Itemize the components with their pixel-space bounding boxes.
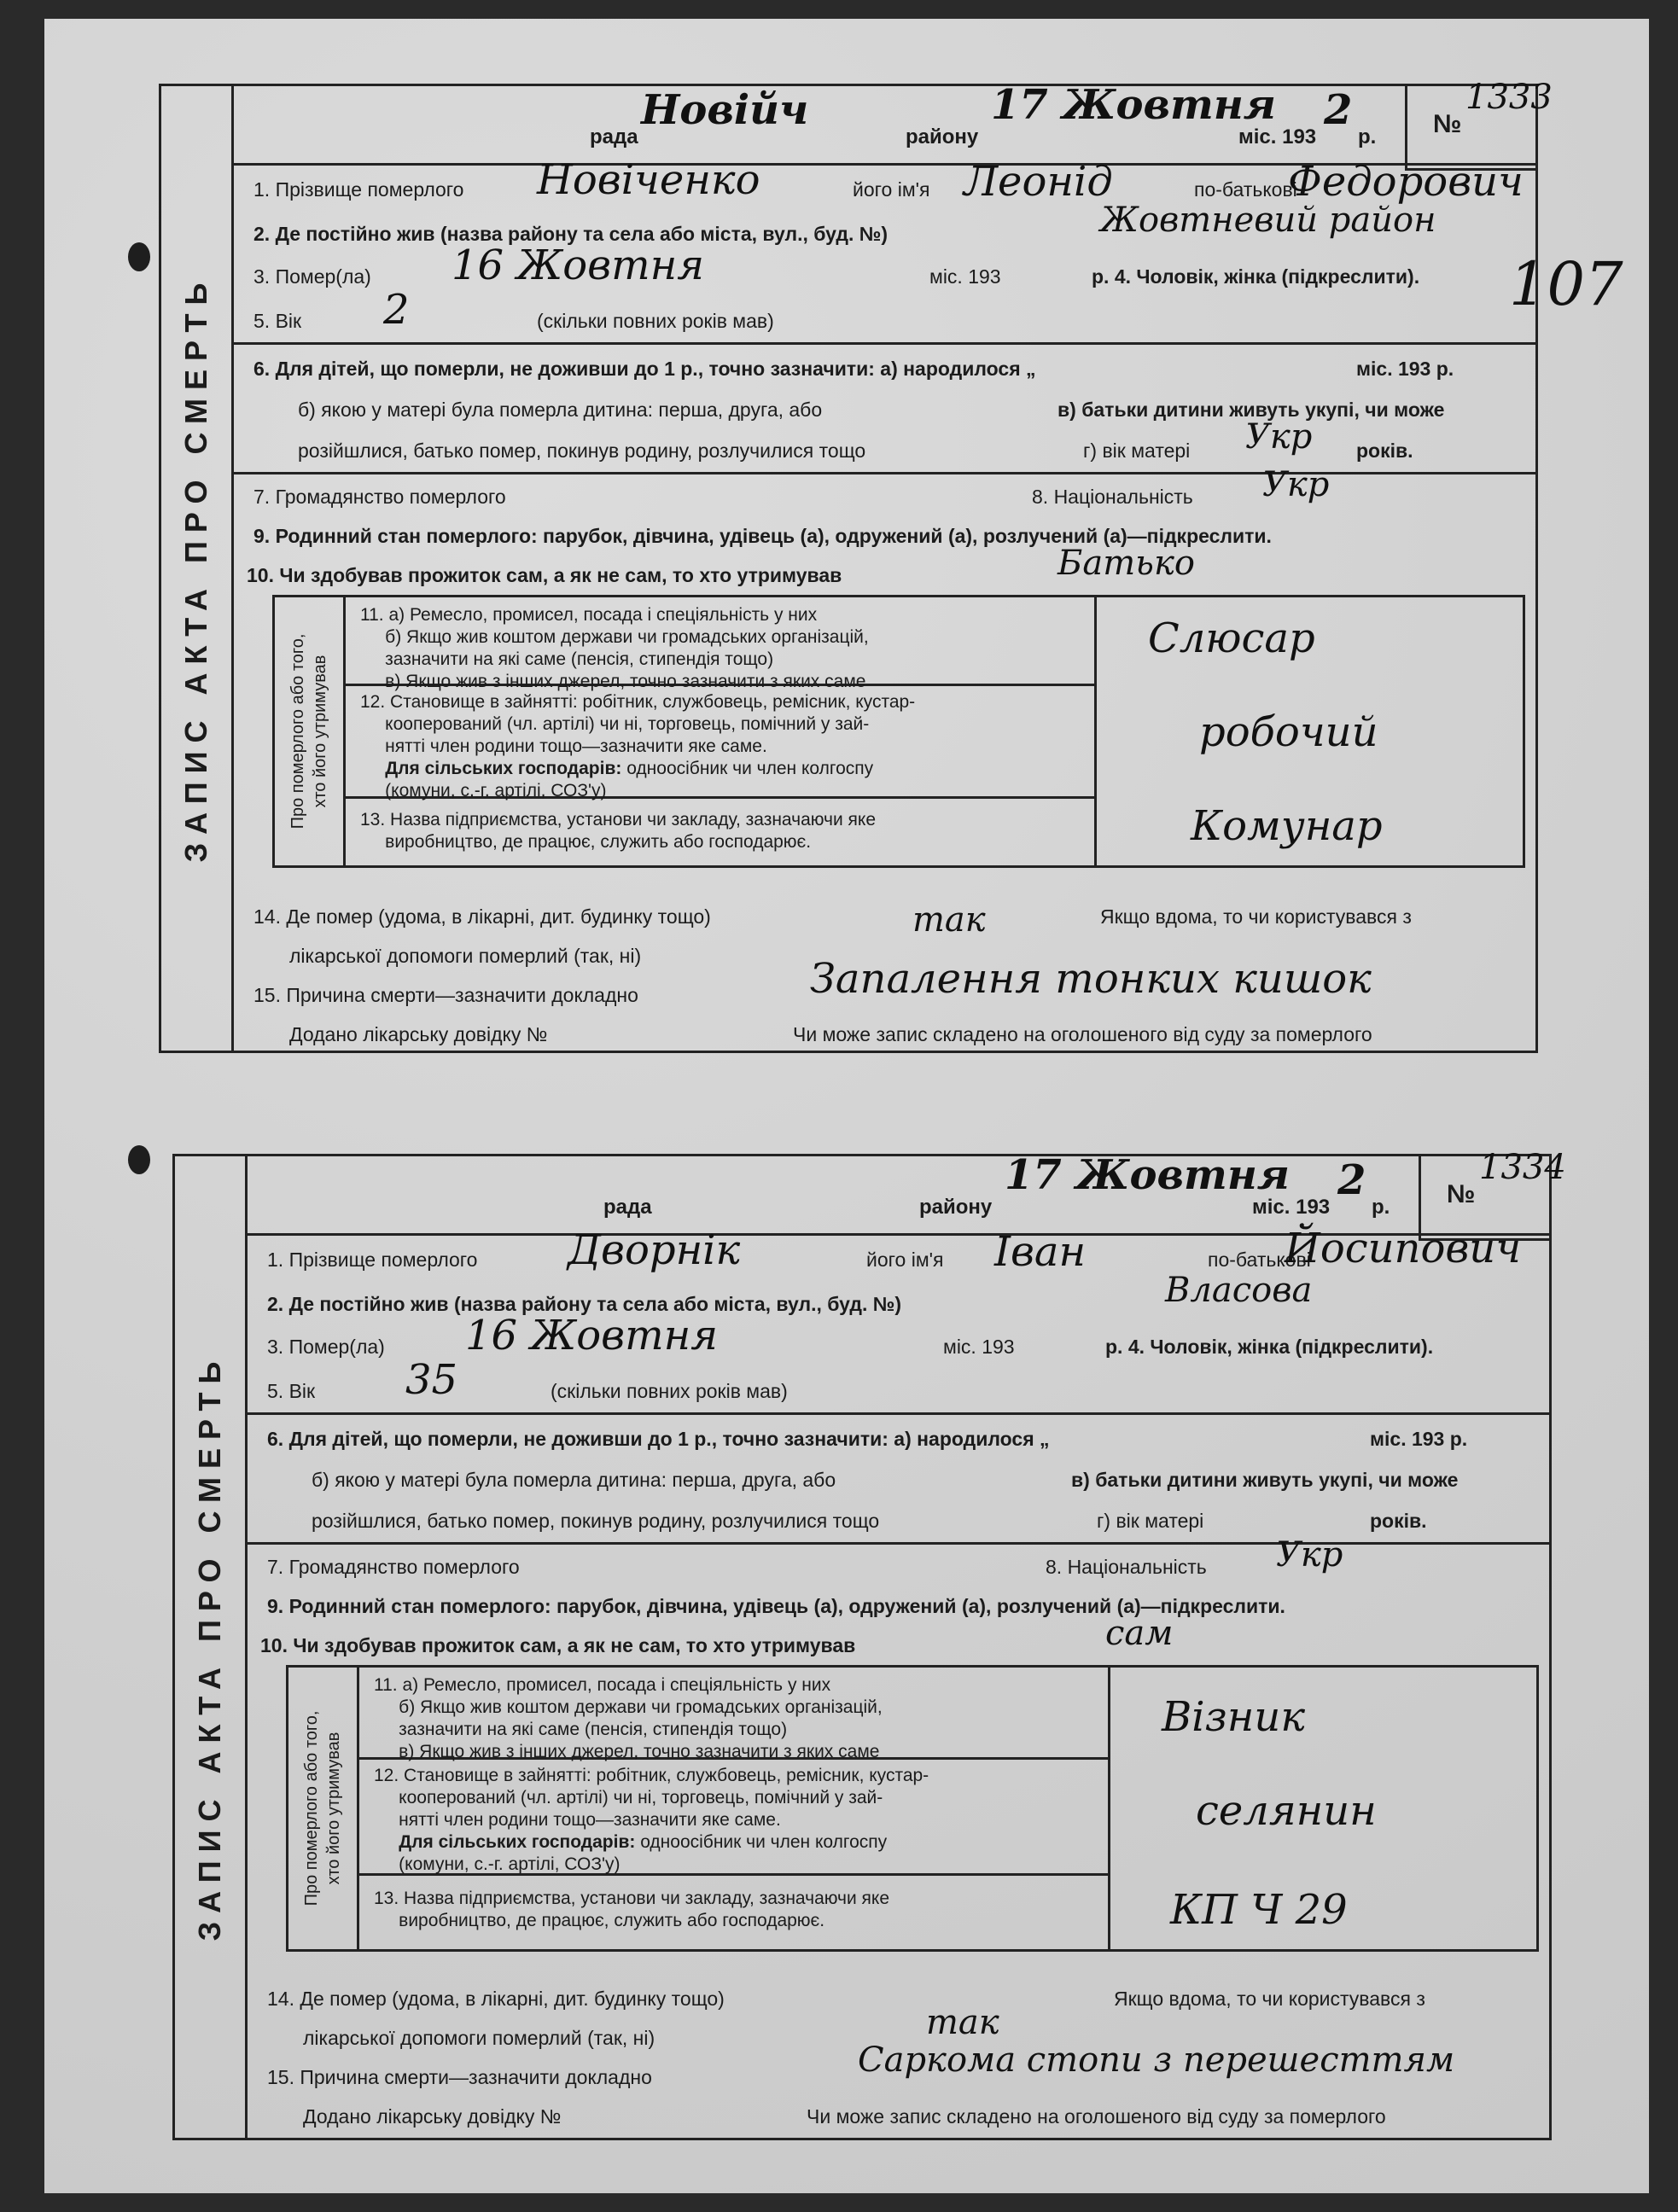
hw-supporter: Батько <box>1057 544 1195 583</box>
rayonu-label: району <box>919 1196 993 1219</box>
hw-surname: Дворнік <box>568 1226 741 1274</box>
field-dodano: Додано лікарську довідку № <box>303 2105 562 2128</box>
field-6c: розійшлися, батько помер, покинув родину, розлучилися тощо <box>298 439 866 462</box>
divider <box>231 472 1535 474</box>
hw-nationality: Укр <box>1276 1535 1343 1575</box>
field-1: 1. Прізвище померлого <box>267 1249 478 1271</box>
field-6c-rok: років. <box>1370 1510 1427 1532</box>
form-side-title <box>161 86 234 1051</box>
field-6a-end: міс. 193 р. <box>1356 358 1454 380</box>
field-3: 3. Помер(ла) <box>267 1336 385 1358</box>
inner-side <box>275 597 346 865</box>
field-1-pb-label: по-батькові <box>1194 178 1297 201</box>
field-12: 12. Становище в зайнятті: робітник, службовець, ремісник, кустар- кооперований (чл. артілі) чи ні, торговець, помічний у зай- нятті член родини тощо—зазначити яке саме. Для сільських господарів: одноосібник чи член колгоспу (комуни, с.-г. артілі, СОЗ'у) <box>343 686 1094 799</box>
answer-column <box>1094 597 1523 865</box>
field-3-mis: міс. 193 <box>929 265 1001 288</box>
punch-hole <box>128 1145 150 1174</box>
hw-patronymic: Федорович <box>1288 158 1524 206</box>
hw-name: Іван <box>994 1228 1087 1276</box>
field-9: 9. Родинний стан померлого: парубок, дівчина, удівець (а), одружений (а), розлучений (а)—підкреслити. <box>267 1595 1285 1617</box>
hw-date: 17 Жовтня <box>1005 1151 1291 1199</box>
hw-occupation: Візник <box>1162 1693 1305 1741</box>
hw-side-number: 107 <box>1509 249 1623 319</box>
field-dodano: Додано лікарську довідку № <box>289 1023 548 1045</box>
hw-age: 35 <box>405 1356 458 1404</box>
document-page <box>44 19 1649 2193</box>
hw-year: 2 <box>1324 86 1353 134</box>
field-15: 15. Причина смерти—зазначити докладно <box>267 2066 652 2088</box>
field-6c: розійшлися, батько помер, покинув родину, розлучилися тощо <box>312 1510 880 1532</box>
hw-date-of-death: 16 Жовтня <box>452 242 705 289</box>
hw-employment: робочий <box>1199 708 1378 756</box>
field-3-mis: міс. 193 <box>943 1336 1015 1358</box>
hw-workplace: Комунар <box>1191 802 1383 850</box>
field-3-r: р. 4. Чоловік, жінка (підкреслити). <box>1105 1336 1434 1358</box>
divider <box>231 342 1535 345</box>
field-6a: 6. Для дітей, що померли, не доживши до 1 р., точно зазначити: а) народилося „ <box>253 358 1036 380</box>
field-10: 10. Чи здобував прожиток сам, а як не сам, то хто утримував <box>247 564 842 586</box>
divider <box>245 1542 1549 1545</box>
field-2: 2. Де постійно жив (назва району та села або міста, вул., буд. №) <box>267 1293 902 1315</box>
inner-side-label: Про померлого або того, хто його утримував <box>288 633 329 830</box>
hw-record-number: 1333 <box>1465 78 1553 117</box>
field-2: 2. Де постійно жив (назва району та села або міста, вул., буд. №) <box>253 223 889 245</box>
field-7: 7. Громадянство померлого <box>267 1556 520 1578</box>
field-1-pb-label: по-батькові <box>1208 1249 1311 1271</box>
field-6b: б) якою у матері була померла дитина: перша, друга, або <box>312 1469 836 1491</box>
hw-date-of-death: 16 Жовтня <box>465 1312 719 1359</box>
field-10: 10. Чи здобував прожиток сам, а як не сам, то хто утримував <box>260 1634 856 1656</box>
inner-side <box>288 1668 359 1949</box>
hw-rada: Новійч <box>641 86 809 134</box>
field-dodano-end: Чи може запис складено на оголошеного від суду за померлого <box>793 1023 1372 1045</box>
hw-mother-age: Укр <box>1245 417 1313 457</box>
hw-medical-help: так <box>912 900 986 940</box>
form-side-title <box>175 1156 248 2138</box>
month-label: міс. 193 <box>1252 1196 1331 1219</box>
hw-supporter: сам <box>1105 1614 1174 1653</box>
field-15: 15. Причина смерти—зазначити докладно <box>253 984 638 1006</box>
month-label: міс. 193 <box>1238 125 1317 148</box>
rada-label: рада <box>590 125 638 148</box>
field-11: 11. а) Ремесло, промисел, посада і спеціяльність у них б) Якщо жив коштом держави чи громадських організацій, зазначити на які саме (пенсія, стипендія тощо) в) Якщо жив з інших джерел, точно зазначити з яких саме <box>357 1668 1108 1760</box>
vertical-title: ЗАПИС АКТА ПРО СМЕРТЬ <box>192 1353 227 1941</box>
rayonu-label: району <box>906 125 979 148</box>
hw-year: 2 <box>1337 1156 1366 1204</box>
hw-address: Жовтневий район <box>1100 201 1436 240</box>
death-record-form-1 <box>159 78 1553 1053</box>
number-label: № <box>1447 1180 1476 1208</box>
field-12: 12. Становище в зайнятті: робітник, службовець, ремісник, кустар- кооперований (чл. артілі) чи ні, торговець, помічний у зай- нятті член родини тощо—зазначити яке саме. Для сільських господарів: одноосібник чи член колгоспу (комуни, с.-г. артілі, СОЗ'у) <box>357 1760 1108 1876</box>
field-3-r: р. 4. Чоловік, жінка (підкреслити). <box>1092 265 1420 288</box>
field-7: 7. Громадянство померлого <box>253 486 506 508</box>
death-record-form-2 <box>172 1148 1566 2140</box>
field-3: 3. Помер(ла) <box>253 265 371 288</box>
vertical-title: ЗАПИС АКТА ПРО СМЕРТЬ <box>178 274 213 863</box>
punch-hole <box>128 242 150 271</box>
field-14: 14. Де помер (удома, в лікарні, дит. будинку тощо) <box>253 905 711 928</box>
field-1: 1. Прізвище померлого <box>253 178 464 201</box>
inner-side-label: Про померлого або того, хто його утримував <box>302 1710 343 1906</box>
field-14b: лікарської допомоги померлий (так, ні) <box>289 945 642 967</box>
field-14: 14. Де помер (удома, в лікарні, дит. будинку тощо) <box>267 1988 725 2010</box>
field-6c-end: г) вік матері <box>1083 439 1191 462</box>
hw-age: 2 <box>383 286 410 334</box>
field-5: 5. Вік <box>253 310 302 332</box>
field-6c-rok: років. <box>1356 439 1413 462</box>
field-11: 11. а) Ремесло, промисел, посада і спеціяльність у них б) Якщо жив коштом держави чи громадських організацій, зазначити на які саме (пенсія, стипендія тощо) в) Якщо жив з інших джерел, точно зазначити з яких саме <box>343 597 1094 686</box>
field-6a: 6. Для дітей, що померли, не доживши до 1 р., точно зазначити: а) народилося „ <box>267 1428 1050 1450</box>
hw-address: Власова <box>1165 1271 1313 1310</box>
rada-label: рада <box>603 1196 652 1219</box>
field-5-note: (скільки повних років мав) <box>537 310 774 332</box>
field-8: 8. Національність <box>1046 1556 1207 1578</box>
field-6b: б) якою у матері була померла дитина: перша, друга, або <box>298 399 823 421</box>
field-14-end: Якщо вдома, то чи користувався з <box>1114 1988 1425 2010</box>
field-14-end: Якщо вдома, то чи користувався з <box>1100 905 1412 928</box>
field-6b-end: в) батьки дитини живуть укупі, чи може <box>1057 399 1445 421</box>
field-6a-end: міс. 193 р. <box>1370 1428 1468 1450</box>
field-8: 8. Національність <box>1032 486 1193 508</box>
occupation-table <box>272 595 1525 868</box>
hw-surname: Новіченко <box>537 156 760 204</box>
year-suffix: р. <box>1372 1196 1390 1219</box>
hw-nationality: Укр <box>1262 465 1330 504</box>
field-5-note: (скільки повних років мав) <box>551 1380 788 1402</box>
field-6c-end: г) вік матері <box>1097 1510 1204 1532</box>
answer-column <box>1108 1668 1536 1949</box>
field-1-name-label: його ім'я <box>853 178 930 201</box>
year-suffix: р. <box>1358 125 1377 148</box>
hw-employment: селянин <box>1196 1787 1377 1835</box>
hw-cause-of-death: Саркома стопи з перешесттям <box>858 2040 1455 2080</box>
field-6b-end: в) батьки дитини живуть укупі, чи може <box>1071 1469 1459 1491</box>
hw-name: Леонід <box>964 158 1113 206</box>
field-13: 13. Назва підприємства, установи чи закладу, зазначаючи яке виробництво, де працює, служить або господарює. <box>374 1889 890 1930</box>
field-13: 13. Назва підприємства, установи чи закладу, зазначаючи яке виробництво, де працює, служить або господарює. <box>360 810 877 852</box>
occupation-table <box>286 1665 1539 1952</box>
hw-workplace: КП Ч 29 <box>1170 1886 1348 1934</box>
hw-date: 17 Жовтня <box>991 81 1277 129</box>
hw-occupation: Слюсар <box>1148 614 1315 662</box>
hw-patronymic: Йосипович <box>1285 1225 1522 1272</box>
field-1-name-label: його ім'я <box>866 1249 944 1271</box>
divider <box>245 1412 1549 1415</box>
hw-medical-help: так <box>926 2003 999 2042</box>
field-dodano-end: Чи може запис складено на оголошеного від суду за померлого <box>807 2105 1386 2128</box>
form-header <box>231 81 1535 166</box>
hw-cause-of-death: Запалення тонких кишок <box>810 955 1372 1003</box>
field-9: 9. Родинний стан померлого: парубок, дівчина, удівець (а), одружений (а), розлучений (а)—підкреслити. <box>253 525 1272 547</box>
field-5: 5. Вік <box>267 1380 316 1402</box>
hw-record-number: 1334 <box>1479 1148 1566 1187</box>
field-14b: лікарської допомоги померлий (так, ні) <box>303 2027 655 2049</box>
number-label: № <box>1433 110 1462 138</box>
